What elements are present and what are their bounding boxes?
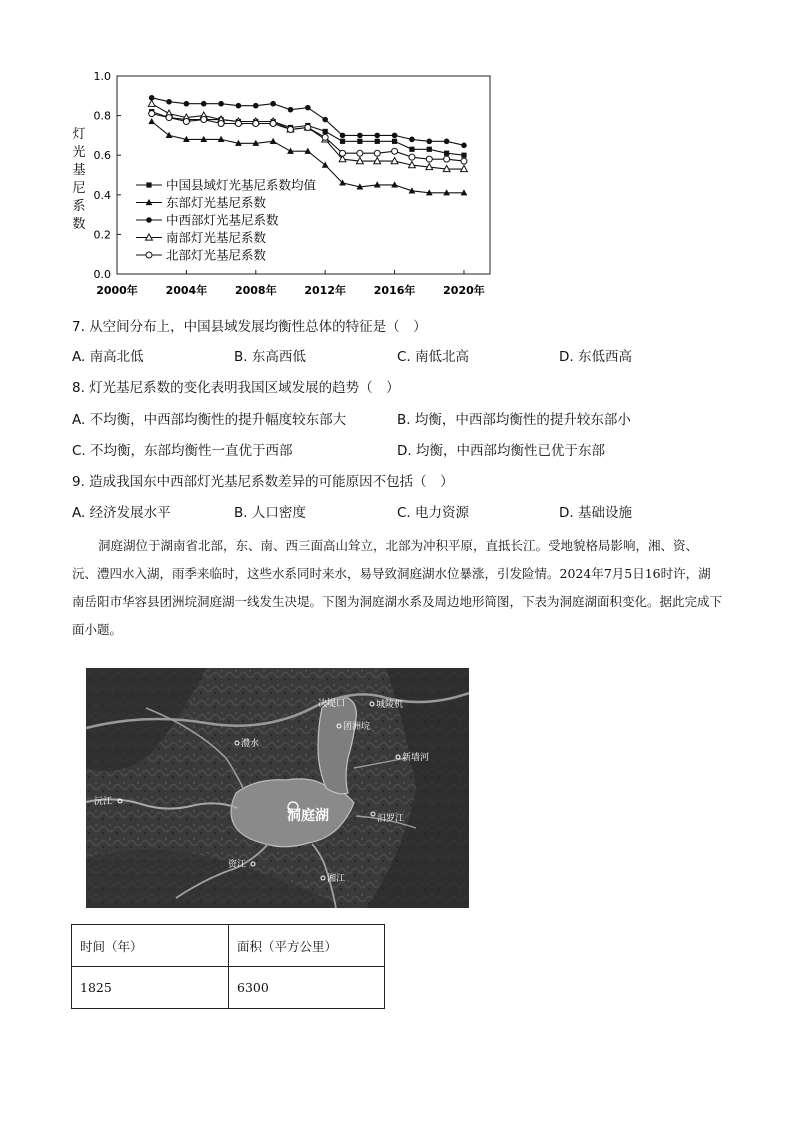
data-point: [322, 117, 328, 123]
data-point: [375, 139, 380, 144]
series-line: [152, 114, 464, 162]
data-point: [166, 115, 172, 121]
data-point: [166, 99, 172, 105]
data-point: [444, 139, 450, 145]
table-cell-year: 1825: [72, 967, 229, 1009]
q7-option-c[interactable]: C. 南低北高: [397, 349, 470, 365]
label-tuanzhouyuan: 团洲垸: [343, 722, 371, 732]
question-7-stem: 7. 从空间分布上，中国县域发展均衡性总体的特征是（ ）: [72, 319, 427, 335]
table-header-year: 时间（年）: [72, 925, 229, 967]
y-tick-label: 1.0: [93, 70, 111, 83]
legend-marker: [146, 217, 152, 223]
data-point: [270, 101, 276, 107]
passage-text: 洞庭湖位于湖南省北部，东、南、西三面高山耸立，北部为冲积平原，直抵长江。受地貌格局影响，湘、资、沅、澧四水入湖，雨季来临时，这些水系同时来水，易导致洞庭湖水位暴涨，引发险情。2024年7月5日16时许，湖南岳阳市华容县团洲垸洞庭湖一线发生决堤。下图为洞庭湖水系及周边地形简图，下表为洞庭湖面积变化。据此完成下面小题。: [72, 538, 723, 637]
y-tick-label: 0.6: [93, 149, 111, 163]
data-point: [288, 107, 294, 113]
data-point: [444, 151, 449, 156]
x-tick-label: 2016年: [373, 284, 416, 297]
data-point: [357, 150, 363, 156]
data-point: [148, 118, 155, 124]
y-tick-label: 0.4: [93, 188, 111, 202]
table-cell-area: 6300: [229, 967, 385, 1009]
data-point: [148, 100, 155, 106]
data-point: [166, 132, 173, 138]
x-tick-label: 2012年: [304, 284, 346, 297]
data-point: [235, 121, 241, 127]
dongting-lake-map: [86, 668, 469, 908]
q9-option-c[interactable]: C. 电力资源: [397, 505, 470, 521]
passage: [72, 532, 722, 644]
data-point: [183, 119, 189, 125]
data-point: [444, 156, 450, 162]
data-point: [322, 134, 328, 140]
series-line: [152, 104, 464, 169]
legend-label: 中国县域灯光基尼系数均值: [166, 177, 317, 193]
y-tick-label: 0.8: [93, 109, 111, 123]
data-point: [253, 121, 259, 127]
lake-label: 洞庭湖: [287, 808, 329, 824]
series-3: [148, 100, 467, 172]
label-xiangjiang: 湘江: [327, 874, 346, 884]
data-point: [270, 121, 276, 127]
table-header-area: 面积（平方公里）: [229, 925, 385, 967]
q8-option-c[interactable]: C. 不均衡，东部均衡性一直优于西部: [72, 443, 293, 459]
x-tick-label: 2000年: [96, 284, 138, 297]
legend-marker: [146, 182, 151, 187]
data-point: [218, 121, 224, 127]
data-point: [201, 101, 207, 107]
data-point: [426, 156, 432, 162]
data-point: [427, 147, 432, 152]
legend-label: 北部灯光基尼系数: [166, 247, 267, 263]
label-juedikou: 决堤口: [318, 699, 346, 709]
data-point: [392, 148, 398, 154]
legend-label: 东部灯光基尼系数: [166, 195, 267, 210]
q8-option-b[interactable]: B. 均衡，中西部均衡性的提升较东部小: [397, 412, 631, 428]
question-8-stem: 8. 灯光基尼系数的变化表明我国区域发展的趋势（ ）: [72, 380, 400, 396]
data-point: [461, 158, 467, 164]
legend-label: 中西部灯光基尼系数: [166, 212, 279, 228]
data-point: [322, 162, 329, 168]
q8-option-d[interactable]: D. 均衡，中西部均衡性已优于东部: [397, 443, 605, 459]
label-zijiang: 资江: [228, 860, 247, 870]
label-miluojiang: 汨罗江: [377, 814, 405, 824]
label-chenglingji: 城陵机: [376, 700, 404, 710]
data-point: [392, 139, 397, 144]
y-tick-label: 0.2: [93, 228, 111, 242]
series-4: [149, 111, 467, 165]
data-point: [184, 101, 190, 107]
y-axis-title: 灯光基尼系数: [72, 127, 86, 232]
data-point: [409, 137, 415, 143]
q9-option-b[interactable]: B. 人口密度: [234, 505, 306, 521]
series-2: [149, 95, 467, 148]
data-point: [374, 133, 380, 139]
data-point: [218, 101, 224, 107]
data-point: [340, 133, 346, 139]
data-point: [461, 143, 467, 149]
data-point: [357, 133, 363, 139]
label-yuanjiang: 沅江: [94, 797, 113, 807]
data-point: [253, 103, 259, 109]
legend-marker: [146, 252, 152, 258]
y-tick-label: 0.0: [93, 268, 111, 281]
data-point: [305, 124, 311, 130]
data-point: [374, 150, 380, 156]
lake-area-table: [71, 924, 385, 1009]
data-point: [323, 129, 328, 134]
q7-option-d[interactable]: D. 东低西高: [559, 349, 632, 365]
data-point: [287, 126, 293, 132]
data-point: [392, 133, 398, 139]
data-point: [357, 139, 362, 144]
data-point: [461, 153, 466, 158]
label-lishui: 澧水: [241, 739, 260, 749]
data-point: [426, 139, 432, 145]
data-point: [305, 105, 311, 111]
q7-option-b[interactable]: B. 东高西低: [234, 349, 306, 365]
data-point: [340, 150, 346, 156]
q7-option-a[interactable]: A. 南高北低: [72, 349, 144, 365]
data-point: [236, 103, 242, 109]
label-xinqianghe: 新墙河: [402, 753, 430, 763]
legend-label: 南部灯光基尼系数: [166, 230, 267, 245]
x-tick-label: 2020年: [443, 284, 485, 297]
table-header-row: [72, 925, 385, 967]
q9-option-d[interactable]: D. 基础设施: [559, 505, 632, 521]
x-tick-label: 2004年: [165, 284, 208, 297]
data-point: [409, 154, 415, 160]
data-point: [340, 139, 345, 144]
data-point: [409, 147, 414, 152]
x-tick-label: 2008年: [234, 284, 277, 297]
q8-option-a[interactable]: A. 不均衡，中西部均衡性的提升幅度较东部大: [72, 412, 347, 428]
q9-option-a[interactable]: A. 经济发展水平: [72, 505, 171, 521]
data-point: [149, 111, 155, 117]
question-9-stem: 9. 造成我国东中西部灯光基尼系数差异的可能原因不包括（ ）: [72, 474, 454, 490]
data-point: [270, 138, 277, 144]
gini-line-chart: [60, 60, 500, 310]
data-point: [201, 117, 207, 123]
table-row: [72, 967, 385, 1009]
